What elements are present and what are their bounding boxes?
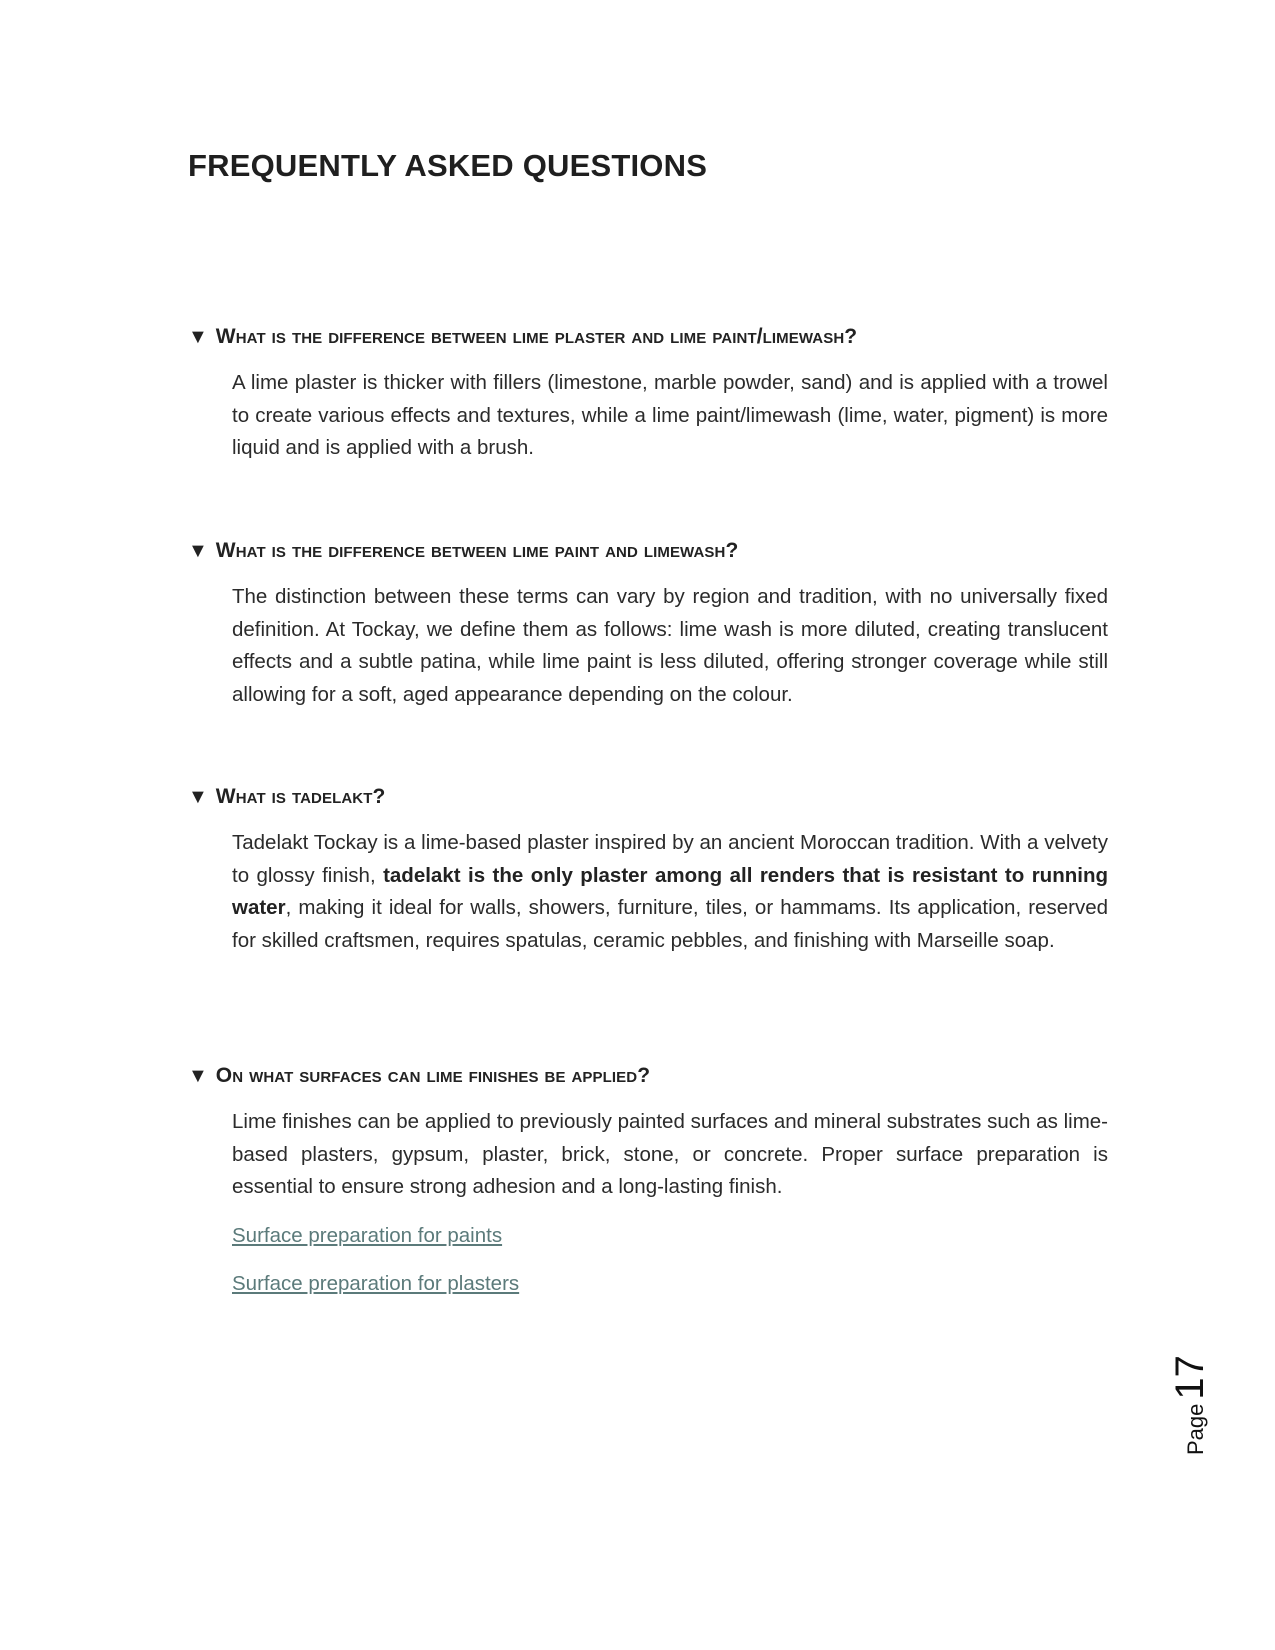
page-number-value: 17 [1168, 1355, 1212, 1400]
faq-question-text: What is the difference between lime plaster and lime paint/limewash? [215, 325, 858, 348]
faq-answer [232, 581, 1108, 711]
faq-question-text: What is tadelakt? [215, 785, 386, 808]
page-number [1168, 1355, 1213, 1455]
faq-item-surfaces [188, 1062, 1108, 1300]
faq-item-tadelakt [188, 783, 1108, 957]
page-label: Page [1183, 1403, 1208, 1455]
triangle-down-icon: ▼ [188, 1065, 208, 1087]
faq-answer-text: The distinction between these terms can vary by region and tradition, with no universally fixed definition. At Tockay, we define them as follows: lime wash is more diluted, creating translucent effects and a subtle patina, while lime paint is less diluted, offering stronger coverage while still allowing for a soft, aged appearance depending on the colour. [232, 585, 1108, 706]
faq-answer [232, 1106, 1108, 1204]
faq-question[interactable] [188, 783, 1108, 811]
answer-text-emphasis: tadelakt is the only plaster among all renders that is resistant to running water [232, 863, 1108, 919]
faq-question[interactable] [188, 537, 1108, 565]
triangle-down-icon: ▼ [188, 786, 208, 808]
faq-answer [232, 367, 1108, 465]
faq-answer-text [232, 827, 1108, 957]
surface-prep-paints-link[interactable]: Surface preparation for paints [232, 1223, 503, 1247]
faq-question-text: What is the difference between lime paint and limewash? [215, 539, 739, 562]
faq-answer [232, 827, 1108, 957]
surface-prep-plasters-link[interactable]: Surface preparation for plasters [232, 1271, 520, 1295]
faq-item-lime-paint-vs-limewash [188, 537, 1108, 711]
answer-text-start: Tadelakt Tockay is a lime-based plaster inspired by an ancient Moroccan tradition. With a velvety to glossy finish, [232, 831, 1108, 887]
faq-question-text: On what surfaces can lime finishes be applied? [215, 1064, 651, 1087]
triangle-down-icon: ▼ [188, 326, 208, 348]
faq-answer-text: A lime plaster is thicker with fillers (limestone, marble powder, sand) and is applied with a trowel to create various effects and textures, while a lime paint/limewash (lime, water, pigment) is more liquid and is applied with a brush. [232, 371, 1108, 459]
faq-question[interactable] [188, 1062, 1108, 1090]
page-title: FREQUENTLY ASKED QUESTIONS [188, 148, 708, 183]
faq-item-lime-plaster-vs-paint [188, 323, 1108, 465]
answer-text-end: , making it ideal for walls, showers, furniture, tiles, or hammams. Its application, reserved for skilled craftsmen, requires spatulas, ceramic pebbles, and finishing with Marseille soap. [232, 896, 1108, 952]
faq-answer-text: Lime finishes can be applied to previously painted surfaces and mineral substrates such as lime-based plasters, gypsum, plaster, brick, stone, or concrete. Proper surface preparation is essential to ensure strong adhesion and a long-lasting finish. [232, 1110, 1108, 1198]
triangle-down-icon: ▼ [188, 540, 208, 562]
faq-question[interactable] [188, 323, 1108, 351]
